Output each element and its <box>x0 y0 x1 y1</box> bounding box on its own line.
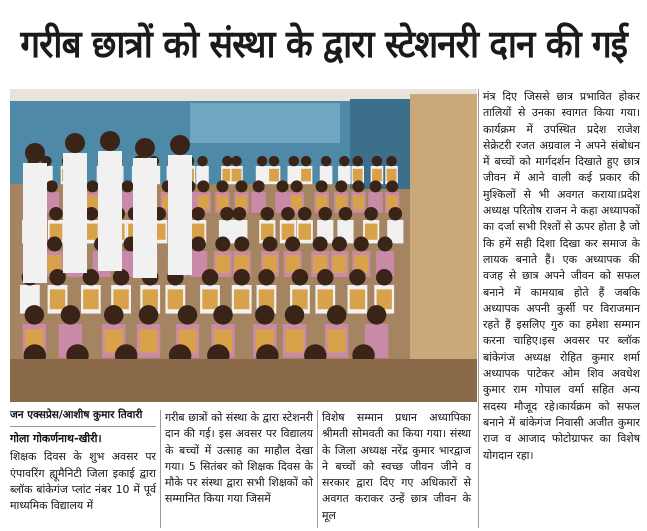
students-photo-illustration <box>10 89 477 402</box>
stationery-book <box>285 329 303 352</box>
stationery-book <box>291 195 302 209</box>
student-head <box>258 269 275 286</box>
stationery-book <box>353 195 364 209</box>
student-head <box>122 180 134 192</box>
student-head <box>87 180 99 192</box>
student-head <box>202 269 219 286</box>
student-head <box>213 305 233 325</box>
news-photo <box>10 89 477 402</box>
column-divider <box>160 410 161 528</box>
stationery-book <box>350 289 365 309</box>
article-column-1 <box>10 431 156 514</box>
student-head <box>233 269 250 286</box>
stationery-book <box>232 169 242 182</box>
student-head <box>25 305 44 325</box>
standing-head <box>135 138 155 158</box>
student-head <box>352 156 363 167</box>
headline <box>0 0 647 86</box>
student-head <box>139 305 159 325</box>
stationery-book <box>139 329 157 352</box>
student-head <box>236 180 248 192</box>
credit-rule <box>10 426 156 427</box>
stationery-book <box>318 289 333 309</box>
student-head <box>354 237 369 252</box>
student-head <box>378 237 393 252</box>
student-head <box>313 237 328 252</box>
standing-figure <box>168 155 192 275</box>
student-head <box>231 156 242 167</box>
student-head <box>253 180 265 192</box>
stationery-book <box>269 169 279 182</box>
stationery-book <box>168 289 183 309</box>
student-head <box>321 156 332 167</box>
student-head <box>364 207 378 221</box>
student-head <box>367 305 387 325</box>
stationery-book <box>298 224 311 240</box>
student-head <box>233 207 247 221</box>
student-head <box>197 180 209 192</box>
stationery-book <box>387 169 397 182</box>
stationery-book <box>234 289 249 309</box>
article-column-3 <box>322 410 471 524</box>
student-head <box>269 156 280 167</box>
article-column-4 <box>483 89 640 464</box>
student-head <box>317 269 334 286</box>
student-head <box>220 207 234 221</box>
article-text: मंत्र दिए जिससे छात्र प्रभावित होकर तालियों से उनका स्वागत किया गया। कार्यक्रम में उपस्थित प्रदेश राजेश सेक्रेटरी रजत अग्रवाल ने अपने संबोधन में बच्चों को मार्गदर्शन दिखाते हुए छात्र जीवन में आने वाली कई प्रकार की मुश्किलों से भी अवगत कराया।प्रदेश अध्यक्ष परितोष राजन ने कहा अध्यापकों का दर्जा सभी रिश्तों से ऊपर होता है जो कि हमें सही दिशा दिखा कर समाज के लायक बनाते हैं। एक अध्यापक की वजह से छात्र अपने जीवन को सफल बनाने में कामयाब होते हैं जबकि अध्यापक अपनी कुर्सी पर विराजमान रहते हैं इसलिए गुरु का हमेशा सम्मान करना चाहिए।इस अवसर पर ब्लॉक बांकेगंज अध्यक्ष रोहित कुमार शर्मा अध्यापक पाटेकर ओम शिव अवधेश कुमार राम गोपाल वर्मा सहित अन्य सदस्य मौजूद रहे।कार्यक्रम को सफल बनाने में बांकेगंज निवासी अजीत कुमार राज व आजाद फोटोग्राफर का विशेष योगदान रहा। <box>483 90 640 462</box>
student-head <box>46 180 58 192</box>
student-head <box>216 180 228 192</box>
student-head <box>215 237 230 252</box>
article-text: विशेष सम्मान प्रधान अध्यापिका श्रीमती सोमवती का किया गया। संस्था के जिला अध्यक्ष नरेंद्र कुमार भारद्वाज ने बच्चों को स्वच्छ जीवन जीने व सरकार द्वारा दिए गए अधिकारों से अवगत कराकर उन्हें छात्र जीवन के मूल <box>322 411 471 522</box>
student-head <box>113 269 130 286</box>
column-divider <box>478 89 479 528</box>
standing-figure <box>98 151 122 271</box>
student-head <box>301 156 312 167</box>
student-head <box>191 237 206 252</box>
stationery-book <box>216 255 230 273</box>
student-head <box>261 207 275 221</box>
standing-head <box>25 143 45 163</box>
student-head <box>335 180 347 192</box>
article-text: शिक्षक दिवस के शुभ अवसर पर एंपावरिंग ह्यूमैनिटी जिला इकाई द्वारा ब्लॉक बांकेगंज प्लांट नंबर 10 में पूर्व माध्यमिक विद्यालय में <box>10 450 156 513</box>
student-head <box>285 237 300 252</box>
student-head <box>285 305 305 325</box>
student-head <box>389 207 403 221</box>
student-head <box>386 156 397 167</box>
column-divider <box>317 410 318 528</box>
student-head <box>257 156 268 167</box>
standing-head <box>170 135 190 155</box>
student-head <box>332 237 347 252</box>
student-head <box>281 207 295 221</box>
student-head <box>339 156 350 167</box>
stationery-book <box>328 329 346 352</box>
student-head <box>327 305 347 325</box>
standing-figure <box>133 158 157 278</box>
standing-figure <box>63 153 87 273</box>
stationery-book <box>50 289 65 309</box>
photo-credit: जन एक्सप्रेस/आशीष कुमार तिवारी <box>10 409 143 421</box>
student-head <box>339 207 353 221</box>
student-head <box>61 305 80 325</box>
student-head <box>234 237 249 252</box>
student-head <box>276 180 288 192</box>
standing-figure <box>23 163 47 283</box>
student-head <box>292 269 309 286</box>
standing-head <box>65 133 85 153</box>
stationery-book <box>372 169 382 182</box>
student-head <box>291 180 303 192</box>
student-head <box>222 156 233 167</box>
student-head <box>255 305 275 325</box>
student-head <box>370 180 382 192</box>
stationery-book <box>202 289 217 309</box>
stationery-book <box>365 224 378 240</box>
stationery-book <box>301 169 311 182</box>
student-head <box>49 207 63 221</box>
student-head <box>318 207 332 221</box>
student-head <box>191 207 205 221</box>
article-column-2 <box>165 410 313 508</box>
stationery-book <box>332 255 346 273</box>
article-text: गरीब छात्रों को संस्था के द्वारा स्टेशनरी दान की गई। इस अवसर पर विद्यालय के बच्चों में उत्साह का माहौल देखा गया। 5 सितंबर को शिक्षक दिवस के मौके पर संस्था द्वारा सभी शिक्षकों को सम्मानित किया गया जिसमें <box>165 411 313 506</box>
dateline: गोला गोकर्णनाथ-खीरी। <box>10 432 102 445</box>
student-head <box>197 156 208 167</box>
student-head <box>372 156 383 167</box>
student-head <box>289 156 300 167</box>
student-head <box>263 237 278 252</box>
student-head <box>386 180 398 192</box>
student-head <box>298 207 312 221</box>
student-head <box>104 305 124 325</box>
student-head <box>178 305 198 325</box>
student-head <box>47 237 62 252</box>
stationery-book <box>353 169 363 182</box>
headline-text: गरीब छात्रों को संस्था के द्वारा स्टेशनरी दान की गई <box>20 22 627 66</box>
student-head <box>316 180 328 192</box>
student-head <box>352 180 364 192</box>
student-head <box>349 269 366 286</box>
student-head <box>376 269 393 286</box>
stationery-book <box>83 289 98 309</box>
standing-head <box>100 131 120 151</box>
